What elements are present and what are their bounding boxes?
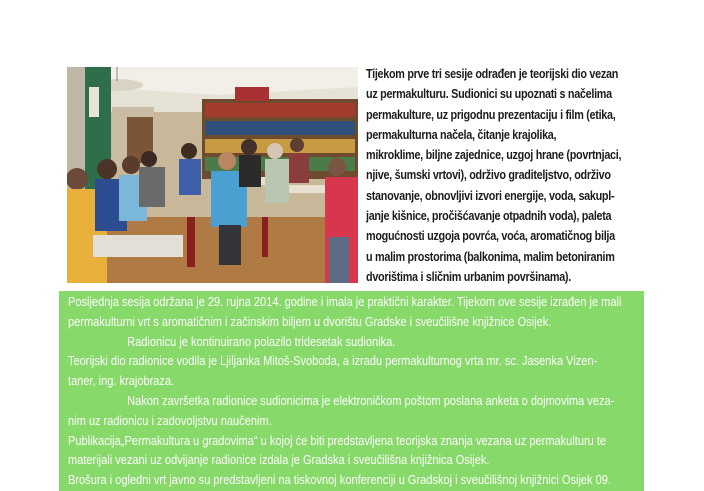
workshop-photo [67, 67, 358, 283]
intro-line: uz permakulturu. Sudionici su upoznati s načelima [366, 87, 612, 102]
intro-line: u malim prostorima (balkonima, malim betoniranim [366, 249, 615, 264]
intro-line: stanovanje, obnovljivi izvori energije, voda, sakupl- [366, 188, 615, 203]
info-line: Brošura i ogledni vrt javno su predstavljeni na tiskovnoj konferenciji u Gradskoj i sveučilišnoj knjižnici Osijek 09. [68, 473, 611, 488]
intro-line: permakulturna načela, čitanje krajolika, [366, 127, 557, 142]
info-line: materijali vezani uz odvijanje radionice izdala je Gradska i sveučilišna knjižnica Osijek. [68, 453, 490, 468]
info-line: Nakon završetka radionice sudionicima je elektroničkom poštom poslana anketa o dojmovima veza- [127, 393, 615, 408]
info-line: nim uz radionicu i zadovoljstvu naučenim. [68, 413, 272, 428]
intro-line: mogućnosti uzgoja povrća, voća, aromatičnog bilja [366, 229, 615, 244]
info-line: Radionicu je kontinuirano polazilo tridesetak sudionika. [127, 334, 396, 349]
green-info-text [68, 293, 642, 491]
intro-line: dvorištima i sličnim urbanim površinama). [366, 269, 571, 284]
info-line: taner, ing. krajobraza. [68, 374, 175, 389]
intro-line: mikroklime, biljne zajednice, uzgoj hrane (povrtnjaci, [366, 148, 622, 163]
info-line: Posljednja sesija održana je 29. rujna 2014. godine i imala je praktični karakter. Tijekom ove sesije izrađen je mali [68, 295, 622, 309]
info-line: Teorijski dio radionice vodila je Ljiljanka Mitoš-Svoboda, a izradu permakulturnog vrta mr. sc. Jasenka Vizen- [68, 354, 598, 369]
workshop-photo-illustration [67, 67, 358, 283]
intro-line: Tijekom prve tri sesije odrađen je teorijski dio vezan [366, 67, 619, 81]
info-line: permakulturni vrt s aromatičnim i začinskim biljem u dvorištu Gradske i sveučilišne knjižnice Osijek. [68, 314, 552, 329]
intro-line: janje kišnice, pročišćavanje otpadnih voda), paleta [366, 209, 612, 224]
intro-line: permakulture, uz prigodnu prezentaciju i film (etika, [366, 107, 616, 122]
intro-line: njive, šumski vrtovi), održivo graditeljstvo, održivo [366, 168, 611, 183]
intro-paragraph [366, 64, 622, 287]
info-line: Publikacija„Permakultura u gradovima“ u kojoj će biti predstavljena teorijska znanja vezana uz permakulturu te [68, 433, 607, 448]
